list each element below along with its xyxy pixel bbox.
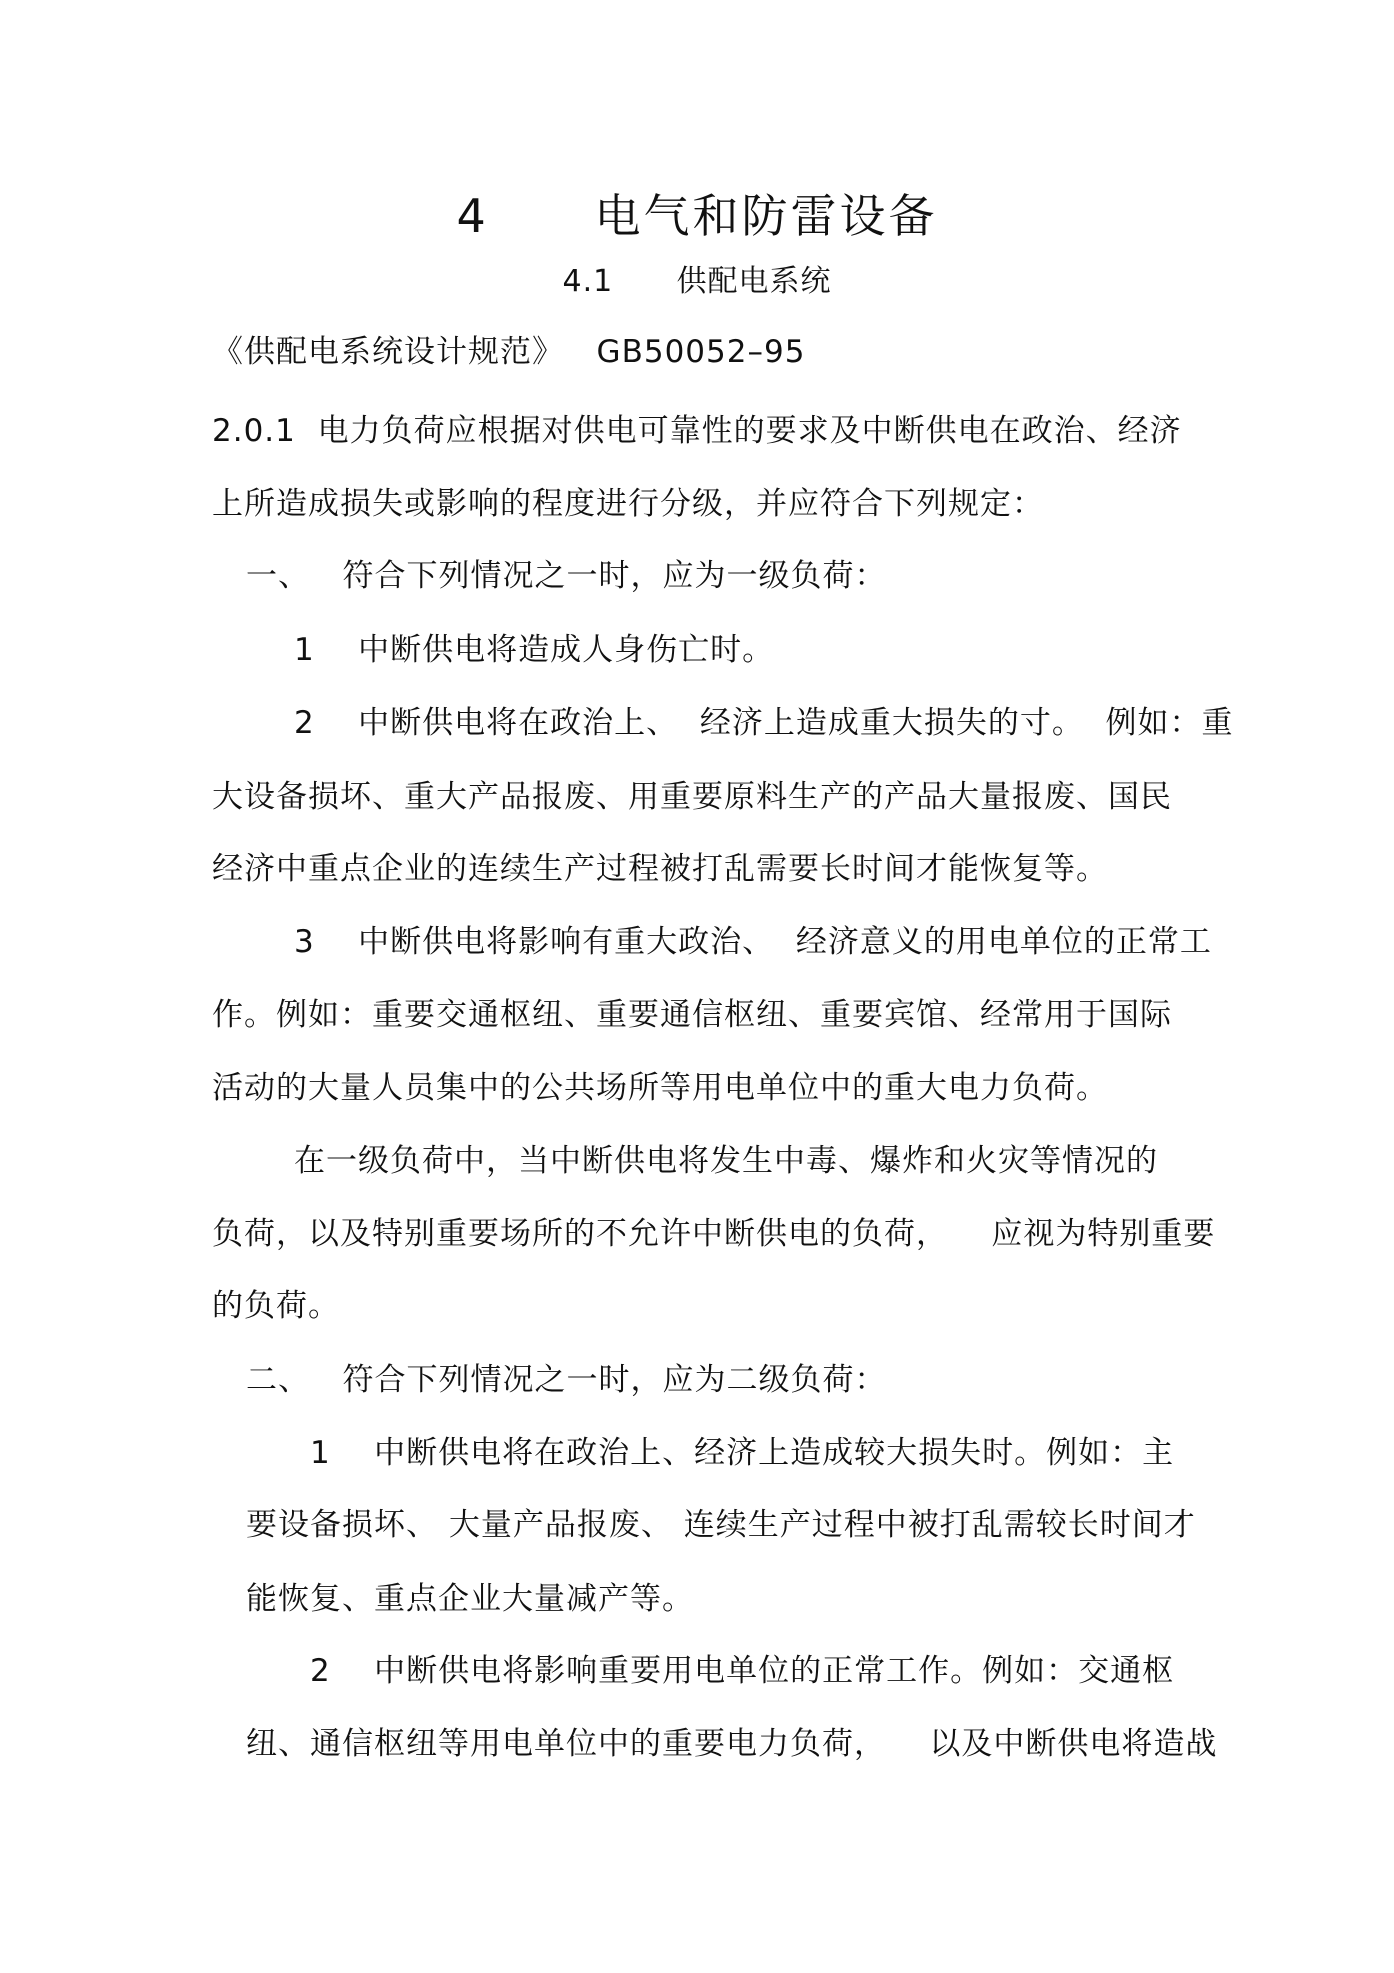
- list-item: 2 中断供电将影响重要用电单位的正常工作。例如：交通枢: [310, 1653, 1175, 1689]
- paragraph-line: 能恢复、重点企业大量减产等。: [246, 1581, 694, 1617]
- paragraph-line: 经济中重点企业的连续生产过程被打乱需要长时间才能恢复等。: [212, 851, 1108, 887]
- section-heading: [0, 262, 1394, 302]
- list-item: 1 中断供电将在政治上、经济上造成较大损失时。例如：主: [310, 1435, 1175, 1471]
- standard-reference: 《供配电系统设计规范》 GB50052–95: [212, 334, 806, 370]
- chapter-number: 4: [456, 189, 489, 243]
- list-heading: 二、 符合下列情况之一时，应为二级负荷：: [246, 1362, 887, 1398]
- paragraph-line: 作。例如：重要交通枢纽、重要通信枢纽、重要宾馆、经常用于国际: [212, 997, 1172, 1033]
- list-heading: 一、 符合下列情况之一时，应为一级负荷：: [246, 558, 887, 594]
- list-item: 1 中断供电将造成人身伤亡时。: [294, 632, 775, 668]
- paragraph-line: 活动的大量人员集中的公共场所等用电单位中的重大电力负荷。: [212, 1070, 1108, 1106]
- paragraph-line: 2.0.1 电力负荷应根据对供电可靠性的要求及中断供电在政治、经济: [212, 413, 1182, 449]
- list-item: 3 中断供电将影响有重大政治、 经济意义的用电单位的正常工: [294, 924, 1212, 960]
- list-item: 2 中断供电将在政治上、 经济上造成重大损失的寸。 例如：重: [294, 705, 1234, 741]
- paragraph-line: 大设备损坏、重大产品报废、用重要原料生产的产品大量报废、国民: [212, 779, 1172, 815]
- section-title: 供配电系统: [676, 264, 832, 299]
- paragraph-line: 的负荷。: [212, 1288, 340, 1324]
- paragraph-line: 要设备损坏、 大量产品报废、 连续生产过程中被打乱需较长时间才: [246, 1507, 1196, 1543]
- paragraph-line: 上所造成损失或影响的程度进行分级，并应符合下列规定：: [212, 486, 1044, 522]
- paragraph-line: 纽、通信枢纽等用电单位中的重要电力负荷， 以及中断供电将造战: [246, 1726, 1218, 1762]
- chapter-heading: [0, 188, 1394, 244]
- chapter-title: 电气和防雷设备: [594, 189, 938, 243]
- section-number: 4.1: [562, 264, 614, 299]
- paragraph-line: 在一级负荷中，当中断供电将发生中毒、爆炸和火灾等情况的: [294, 1143, 1158, 1179]
- paragraph-line: 负荷，以及特别重要场所的不允许中断供电的负荷， 应视为特别重要: [212, 1216, 1216, 1252]
